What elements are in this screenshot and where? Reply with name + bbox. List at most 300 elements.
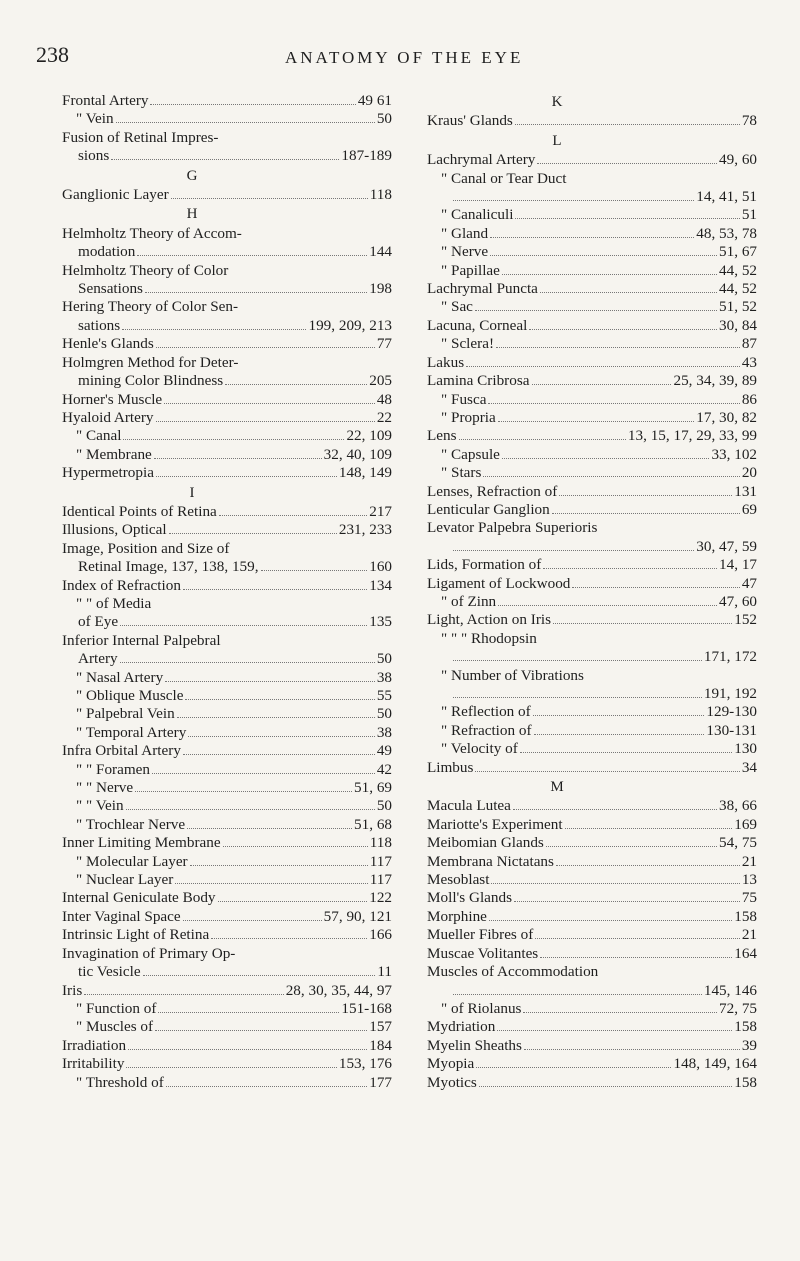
entry-pages: 144 bbox=[369, 243, 392, 261]
dot-leader bbox=[534, 734, 705, 735]
entry-label: Mariotte's Experiment bbox=[427, 815, 563, 833]
entry-pages: 51, 52 bbox=[719, 298, 757, 316]
entry-label: Lens bbox=[427, 427, 457, 445]
entry-pages: 50 bbox=[376, 650, 392, 668]
entry-label: " Temporal Artery bbox=[76, 723, 187, 741]
entry-label: " Propria bbox=[441, 408, 496, 426]
index-entry bbox=[427, 170, 757, 188]
entry-pages: 158 bbox=[734, 1018, 757, 1036]
index-entry bbox=[427, 556, 757, 574]
entry-label: Lachrymal Artery bbox=[427, 151, 536, 169]
index-entry bbox=[427, 685, 757, 703]
index-entry bbox=[427, 889, 757, 907]
dot-leader bbox=[218, 901, 368, 902]
entry-label: Artery bbox=[78, 650, 118, 668]
entry-pages: 169 bbox=[734, 815, 757, 833]
dot-leader bbox=[128, 1049, 367, 1050]
index-entry bbox=[427, 225, 757, 243]
entry-pages: 231, 233 bbox=[338, 521, 392, 539]
entry-pages: 51 bbox=[741, 206, 757, 224]
index-entry bbox=[62, 705, 392, 723]
index-entry bbox=[427, 834, 757, 852]
dot-leader bbox=[126, 1067, 336, 1068]
entry-label: Lamina Cribrosa bbox=[427, 372, 530, 390]
dot-leader bbox=[475, 771, 739, 772]
entry-label: " " Vein bbox=[76, 797, 124, 815]
dot-leader bbox=[126, 809, 375, 810]
entry-pages: 118 bbox=[369, 834, 392, 852]
entry-label: sions bbox=[78, 147, 110, 165]
entry-label: " Papillae bbox=[441, 261, 500, 279]
entry-label: " Canaliculi bbox=[441, 206, 514, 224]
dot-leader bbox=[459, 439, 626, 440]
index-entry bbox=[427, 945, 757, 963]
entry-label: " of Riolanus bbox=[441, 999, 522, 1017]
dot-leader bbox=[155, 1030, 367, 1031]
entry-pages: 78 bbox=[741, 112, 757, 130]
entry-pages: 47, 60 bbox=[719, 592, 757, 610]
entry-pages: 30, 47, 59 bbox=[696, 537, 757, 555]
entry-label: " Threshold of bbox=[76, 1073, 164, 1091]
dot-leader bbox=[490, 237, 694, 238]
dot-leader bbox=[502, 274, 717, 275]
index-entry bbox=[427, 1018, 757, 1036]
index-entry bbox=[427, 519, 757, 537]
index-entry bbox=[427, 464, 757, 482]
dot-leader bbox=[553, 623, 732, 624]
entry-label: mining Color Blindness bbox=[78, 372, 224, 390]
section-letter: M bbox=[550, 779, 564, 796]
index-entry bbox=[62, 908, 392, 926]
entry-pages: 39 bbox=[741, 1036, 757, 1054]
dot-leader bbox=[535, 938, 740, 939]
entry-label: " Nuclear Layer bbox=[76, 871, 174, 889]
entry-pages: 166 bbox=[369, 926, 392, 944]
entry-label: Light, Action on Iris bbox=[427, 611, 552, 629]
entry-pages: 49, 60 bbox=[719, 151, 757, 169]
entry-pages: 28, 30, 35, 44, 97 bbox=[285, 981, 392, 999]
index-entry bbox=[62, 834, 392, 852]
dot-leader bbox=[150, 104, 355, 105]
index-entry bbox=[427, 908, 757, 926]
entry-label: Hering Theory of Color Sen- bbox=[62, 298, 239, 316]
index-entry bbox=[62, 354, 392, 372]
dot-leader bbox=[572, 587, 739, 588]
entry-pages: 217 bbox=[369, 502, 392, 520]
index-entry bbox=[62, 521, 392, 539]
entry-label: " Canal or Tear Duct bbox=[441, 169, 567, 187]
entry-pages: 187-189 bbox=[341, 147, 392, 165]
index-entry bbox=[427, 926, 757, 944]
dot-leader bbox=[489, 920, 732, 921]
dot-leader bbox=[476, 1067, 671, 1068]
dot-leader bbox=[183, 920, 322, 921]
index-entry bbox=[62, 298, 392, 316]
index-entry bbox=[427, 575, 757, 593]
entry-label: Limbus bbox=[427, 758, 474, 776]
index-entry bbox=[62, 409, 392, 427]
entry-label: Fusion of Retinal Impres- bbox=[62, 128, 219, 146]
dot-leader bbox=[122, 329, 306, 330]
dot-leader bbox=[164, 403, 375, 404]
entry-pages: 145, 146 bbox=[703, 981, 757, 999]
entry-label: Inter Vaginal Space bbox=[62, 907, 181, 925]
index-entry bbox=[427, 593, 757, 611]
entry-pages: 50 bbox=[376, 705, 392, 723]
dot-leader bbox=[143, 975, 376, 976]
entry-pages: 21 bbox=[741, 852, 757, 870]
entry-label: Mydriation bbox=[427, 1018, 496, 1036]
index-entry bbox=[62, 129, 392, 147]
index-entry bbox=[427, 759, 757, 777]
index-entry bbox=[427, 317, 757, 335]
entry-label: Muscae Volitantes bbox=[427, 944, 539, 962]
entry-pages: 153, 176 bbox=[338, 1055, 392, 1073]
index-entry bbox=[62, 797, 392, 815]
index-entry bbox=[427, 703, 757, 721]
index-entry bbox=[427, 667, 757, 685]
dot-leader bbox=[188, 736, 375, 737]
index-entry bbox=[62, 945, 392, 963]
entry-label: " Canal bbox=[76, 427, 122, 445]
entry-pages: 86 bbox=[741, 390, 757, 408]
entry-pages: 51, 67 bbox=[719, 243, 757, 261]
index-entry bbox=[427, 391, 757, 409]
entry-label: Muscles of Accommodation bbox=[427, 963, 599, 981]
entry-pages: 164 bbox=[734, 944, 757, 962]
entry-pages: 184 bbox=[369, 1036, 392, 1054]
index-entry bbox=[62, 558, 392, 576]
entry-pages: 21 bbox=[741, 926, 757, 944]
index-entry bbox=[427, 427, 757, 445]
entry-label: Inner Limiting Membrane bbox=[62, 834, 221, 852]
entry-label: " Gland bbox=[441, 224, 489, 242]
index-entry bbox=[62, 1037, 392, 1055]
dot-leader bbox=[502, 458, 710, 459]
index-entry bbox=[427, 1000, 757, 1018]
entry-pages: 44, 52 bbox=[719, 280, 757, 298]
index-entry bbox=[427, 740, 757, 758]
entry-label: Lenticular Ganglion bbox=[427, 500, 550, 518]
section-letter: G bbox=[186, 167, 198, 184]
index-entry bbox=[427, 446, 757, 464]
dot-leader bbox=[559, 495, 732, 496]
dot-leader bbox=[523, 1012, 717, 1013]
dot-leader bbox=[175, 883, 368, 884]
entry-label: tic Vesicle bbox=[78, 963, 141, 981]
entry-pages: 135 bbox=[369, 613, 392, 631]
entry-label: " Velocity of bbox=[441, 740, 518, 758]
entry-label: Inferior Internal Palpebral bbox=[62, 631, 221, 649]
dot-leader bbox=[84, 994, 283, 995]
entry-pages: 54, 75 bbox=[719, 834, 757, 852]
entry-label: " of Zinn bbox=[441, 592, 497, 610]
entry-label: Index of Refraction bbox=[62, 576, 181, 594]
index-entry bbox=[62, 650, 392, 668]
dot-leader bbox=[496, 347, 740, 348]
entry-label: " Vein bbox=[76, 110, 114, 128]
entry-label: Internal Geniculate Body bbox=[62, 889, 216, 907]
entry-pages: 22 bbox=[376, 408, 392, 426]
index-entry bbox=[62, 186, 392, 204]
index-entry bbox=[62, 1055, 392, 1073]
dot-leader bbox=[223, 846, 368, 847]
index-entry bbox=[62, 926, 392, 944]
entry-label: Mesoblast bbox=[427, 871, 490, 889]
index-column-right bbox=[427, 92, 757, 1092]
index-entry bbox=[62, 280, 392, 298]
entry-pages: 75 bbox=[741, 889, 757, 907]
entry-label: Meibomian Glands bbox=[427, 834, 544, 852]
entry-label: Lacuna, Corneal bbox=[427, 316, 528, 334]
dot-leader bbox=[513, 809, 717, 810]
entry-pages: 33, 102 bbox=[711, 445, 757, 463]
entry-pages: 50 bbox=[376, 797, 392, 815]
index-entry bbox=[427, 1037, 757, 1055]
dot-leader bbox=[483, 476, 739, 477]
entry-label: Morphine bbox=[427, 907, 487, 925]
entry-pages: 51, 69 bbox=[354, 779, 392, 797]
entry-label: " " Nerve bbox=[76, 779, 134, 797]
dot-leader bbox=[261, 570, 368, 571]
entry-pages: 157 bbox=[369, 1018, 392, 1036]
entry-pages: 13, 15, 17, 29, 33, 99 bbox=[627, 427, 757, 445]
entry-label: Kraus' Glands bbox=[427, 112, 513, 130]
index-entry bbox=[62, 372, 392, 390]
index-entry bbox=[62, 262, 392, 280]
dot-leader bbox=[532, 384, 672, 385]
dot-leader bbox=[453, 697, 702, 698]
entry-label: Infra Orbital Artery bbox=[62, 742, 181, 760]
entry-label: Moll's Glands bbox=[427, 889, 513, 907]
dot-leader bbox=[479, 1086, 732, 1087]
entry-pages: 199, 209, 213 bbox=[308, 316, 392, 334]
entry-pages: 55 bbox=[376, 687, 392, 704]
running-title: ANATOMY OF THE EYE bbox=[285, 48, 524, 67]
section-letter: K bbox=[551, 94, 563, 110]
entry-label: " Sac bbox=[441, 298, 473, 316]
dot-leader bbox=[219, 515, 367, 516]
index-entry bbox=[427, 630, 757, 648]
entry-label: " Nerve bbox=[441, 243, 489, 261]
entry-label: Helmholtz Theory of Color bbox=[62, 261, 229, 279]
dot-leader bbox=[187, 828, 352, 829]
dot-leader bbox=[225, 384, 367, 385]
entry-label: " Fusca bbox=[441, 390, 487, 408]
entry-pages: 42 bbox=[376, 760, 392, 778]
section-letter: H bbox=[186, 206, 198, 223]
index-entry bbox=[62, 110, 392, 128]
entry-pages: 22, 109 bbox=[346, 427, 392, 445]
index-entry bbox=[427, 409, 757, 427]
index-entry bbox=[62, 595, 392, 613]
entry-label: " Oblique Muscle bbox=[76, 687, 184, 704]
entry-label: Henle's Glands bbox=[62, 335, 154, 353]
index-entry bbox=[62, 742, 392, 760]
dot-leader bbox=[453, 200, 694, 201]
entry-pages: 158 bbox=[734, 1073, 757, 1091]
entry-label: modation bbox=[78, 243, 136, 261]
dot-leader bbox=[120, 662, 375, 663]
entry-label: Iris bbox=[62, 981, 83, 999]
page-header bbox=[0, 42, 800, 72]
entry-label: Myopia bbox=[427, 1055, 475, 1073]
entry-pages: 25, 34, 39, 89 bbox=[673, 372, 757, 390]
entry-pages: 69 bbox=[741, 500, 757, 518]
index-entry bbox=[62, 853, 392, 871]
index-entry bbox=[62, 335, 392, 353]
index-entry bbox=[427, 280, 757, 298]
index-entry bbox=[427, 335, 757, 353]
dot-leader bbox=[135, 791, 352, 792]
entry-label: Lenses, Refraction of bbox=[427, 482, 558, 500]
dot-leader bbox=[156, 476, 337, 477]
index-entry bbox=[427, 262, 757, 280]
dot-leader bbox=[453, 994, 702, 995]
dot-leader bbox=[177, 717, 375, 718]
entry-pages: 130-131 bbox=[706, 721, 757, 739]
index-entry bbox=[62, 779, 392, 797]
index-entry bbox=[62, 613, 392, 631]
entry-label: Ganglionic Layer bbox=[62, 186, 169, 204]
entry-pages: 50 bbox=[376, 110, 392, 128]
dot-leader bbox=[514, 901, 740, 902]
entry-pages: 171, 172 bbox=[703, 648, 757, 666]
index-entry bbox=[427, 206, 757, 224]
page-number: 238 bbox=[36, 42, 69, 67]
entry-pages: 32, 40, 109 bbox=[323, 445, 392, 463]
section-letter: I bbox=[189, 484, 195, 501]
entry-label: Membrana Nictatans bbox=[427, 852, 554, 870]
entry-label: Hyaloid Artery bbox=[62, 408, 154, 426]
dot-leader bbox=[156, 347, 375, 348]
index-entry bbox=[62, 1000, 392, 1018]
dot-leader bbox=[453, 660, 702, 661]
index-entry bbox=[62, 963, 392, 981]
entry-label: Irritability bbox=[62, 1055, 125, 1073]
index-entry bbox=[62, 147, 392, 165]
dot-leader bbox=[165, 681, 375, 682]
index-entry bbox=[427, 243, 757, 261]
entry-label: " Refraction of bbox=[441, 721, 532, 739]
entry-pages: 48 bbox=[376, 390, 392, 408]
entry-label: Irradiation bbox=[62, 1036, 127, 1054]
dot-leader bbox=[145, 292, 367, 293]
dot-leader bbox=[488, 403, 739, 404]
entry-label: Image, Position and Size of bbox=[62, 539, 230, 557]
dot-leader bbox=[475, 310, 717, 311]
entry-label: sations bbox=[78, 316, 121, 334]
index-entry bbox=[427, 298, 757, 316]
dot-leader bbox=[120, 625, 367, 626]
index-entry bbox=[427, 112, 757, 130]
entry-pages: 14, 41, 51 bbox=[696, 188, 757, 206]
index-entry bbox=[62, 225, 392, 243]
dot-leader bbox=[111, 159, 339, 160]
entry-pages: 49 61 bbox=[357, 92, 392, 109]
entry-label: Invagination of Primary Op- bbox=[62, 944, 236, 962]
index-entry bbox=[62, 632, 392, 650]
entry-label: " Reflection of bbox=[441, 703, 531, 721]
entry-label: Helmholtz Theory of Accom- bbox=[62, 224, 242, 242]
index-entry bbox=[62, 687, 392, 705]
entry-pages: 198 bbox=[369, 280, 392, 298]
entry-label: " Molecular Layer bbox=[76, 852, 188, 870]
index-entry bbox=[427, 963, 757, 981]
entry-label: Lakus bbox=[427, 353, 465, 371]
dot-leader bbox=[497, 1030, 732, 1031]
entry-label: Myelin Sheaths bbox=[427, 1036, 522, 1054]
entry-label: Sensations bbox=[78, 280, 143, 298]
index-entry bbox=[62, 427, 392, 445]
entry-pages: 49 bbox=[376, 742, 392, 760]
section-letter: L bbox=[552, 132, 562, 149]
entry-pages: 47 bbox=[741, 574, 757, 592]
index-entry bbox=[427, 611, 757, 629]
dot-leader bbox=[565, 828, 733, 829]
index-entry bbox=[62, 577, 392, 595]
entry-pages: 20 bbox=[741, 464, 757, 482]
dot-leader bbox=[183, 589, 367, 590]
dot-leader bbox=[171, 198, 368, 199]
entry-pages: 129-130 bbox=[706, 703, 757, 721]
entry-pages: 118 bbox=[369, 186, 392, 204]
dot-leader bbox=[524, 1049, 740, 1050]
entry-label: Holmgren Method for Deter- bbox=[62, 353, 239, 371]
index-entry bbox=[62, 816, 392, 834]
index-entry bbox=[427, 538, 757, 556]
entry-pages: 151-168 bbox=[341, 999, 392, 1017]
entry-label: " Palpebral Vein bbox=[76, 705, 175, 723]
dot-leader bbox=[491, 883, 739, 884]
dot-leader bbox=[183, 754, 375, 755]
entry-label: " " of Media bbox=[76, 594, 152, 612]
entry-pages: 130 bbox=[734, 740, 757, 758]
entry-label: Hypermetropia bbox=[62, 464, 154, 482]
entry-pages: 11 bbox=[377, 963, 392, 981]
dot-leader bbox=[156, 421, 375, 422]
entry-label: " Membrane bbox=[76, 445, 152, 463]
index-entry bbox=[427, 648, 757, 666]
dot-leader bbox=[540, 957, 732, 958]
dot-leader bbox=[137, 255, 367, 256]
index-entry bbox=[427, 722, 757, 740]
entry-label: " Trochlear Nerve bbox=[76, 815, 186, 833]
entry-pages: 43 bbox=[741, 353, 757, 371]
index-entry bbox=[427, 816, 757, 834]
dot-leader bbox=[533, 715, 705, 716]
entry-pages: 117 bbox=[369, 852, 392, 870]
index-column-left bbox=[62, 92, 392, 1092]
index-entry bbox=[427, 151, 757, 169]
dot-leader bbox=[466, 366, 740, 367]
entry-pages: 131 bbox=[734, 482, 757, 500]
entry-label: Identical Points of Retina bbox=[62, 502, 217, 520]
entry-pages: 87 bbox=[741, 335, 757, 353]
index-entry bbox=[62, 503, 392, 521]
entry-pages: 177 bbox=[369, 1073, 392, 1091]
dot-leader bbox=[190, 865, 368, 866]
dot-leader bbox=[453, 550, 694, 551]
dot-leader bbox=[158, 1012, 339, 1013]
dot-leader bbox=[490, 255, 717, 256]
dot-leader bbox=[152, 773, 375, 774]
index-entry bbox=[427, 501, 757, 519]
entry-label: of Eye bbox=[78, 613, 119, 631]
entry-label: Retinal Image, 137, 138, 159, bbox=[78, 558, 259, 576]
entry-label: " Sclera! bbox=[441, 335, 495, 353]
entry-pages: 191, 192 bbox=[703, 685, 757, 702]
